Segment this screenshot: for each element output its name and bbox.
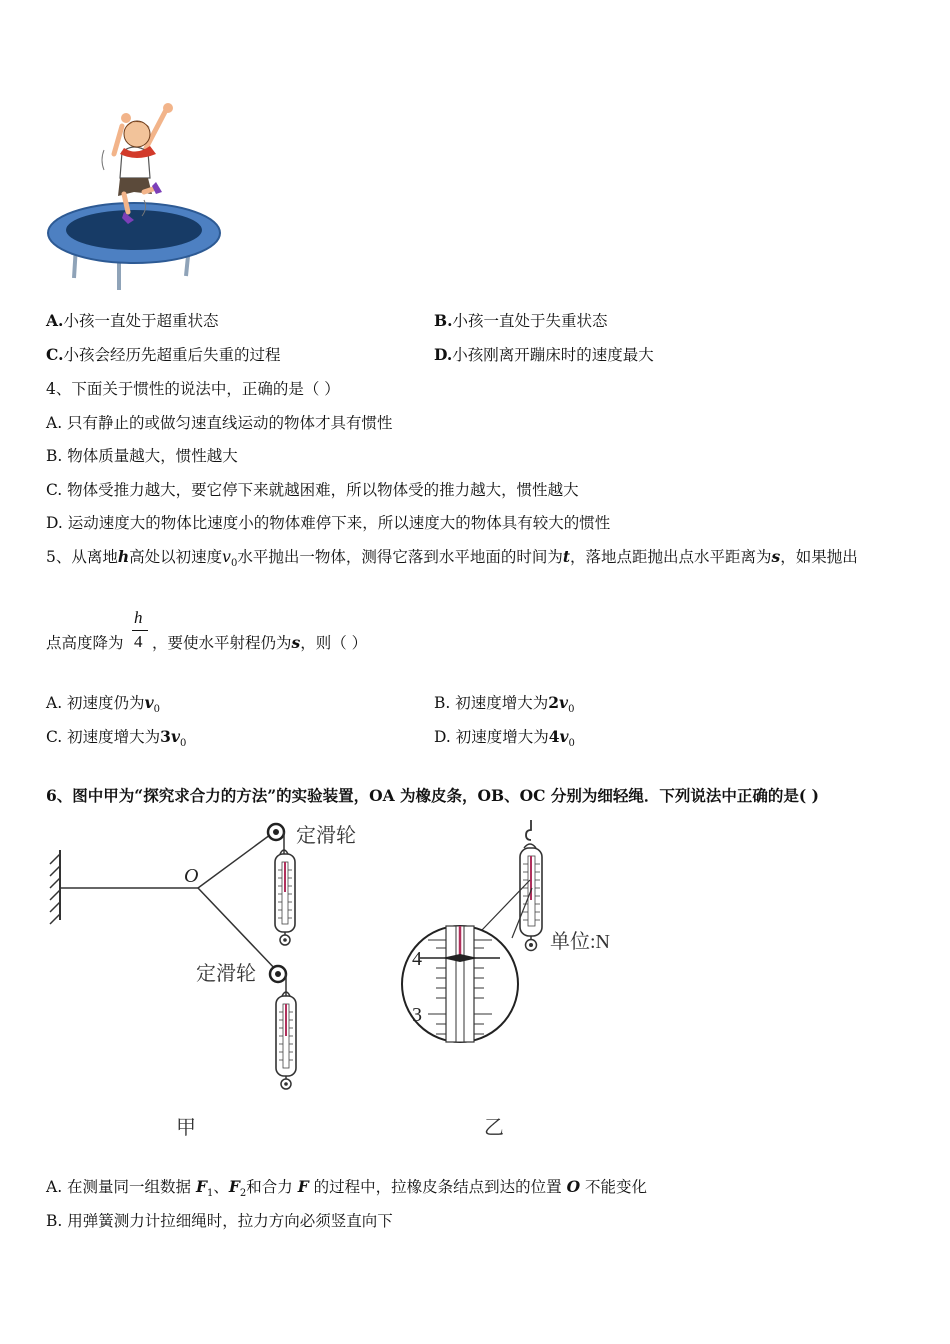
q3-option-c-text: 小孩会经历先超重后失重的过程 [63,346,281,364]
q5-line2-var-s: s [291,633,301,652]
q5-fraction-numerator: h [134,608,143,627]
q5-option-d-v: v [559,727,569,746]
q5-var-v: v [222,548,231,566]
q5-option-a-text: A. 初速度仍为 [46,694,145,712]
q5-option-a-sub: 0 [153,704,160,716]
q6-option-a-part4: 不能变化 [580,1178,648,1196]
caption-jia: 甲 [176,1117,196,1139]
q6-option-a-f2: F [228,1177,240,1196]
spring-scale-bottom-icon [276,992,296,1089]
caption-yi: 乙 [484,1117,504,1139]
spring-scale-yi-icon [520,820,542,951]
pulley-bottom-label: 定滑轮 [196,963,256,985]
q5-stem-part1: 5、从离地 [46,548,118,566]
q5-option-b-v: v [559,693,569,712]
q6-option-a-part2: 和合力 [246,1178,298,1196]
tick-3-label: 3 [412,1004,422,1026]
q5-option-a[interactable] [46,693,160,720]
force-experiment-diagram [44,818,644,1148]
q6-option-a-sub1: 1 [207,1188,214,1200]
q5-option-c[interactable] [46,727,186,754]
q5-stem-line2b [152,633,367,653]
q5-option-d-coef: 4 [548,727,560,746]
unit-label: 单位:N [550,931,610,953]
q4-option-b[interactable]: B. 物体质量越大，惯性越大 [46,447,238,465]
q5-stem-part3: 水平抛出一物体，测得它落到水平地面的时间为 [237,548,563,566]
q5-option-b-sub: 0 [568,704,575,716]
q5-option-c-v: v [170,727,180,746]
q5-stem-part2: 高处以初速度 [129,548,223,566]
pulley-bottom-icon [270,966,286,996]
q6-option-a-f: F [297,1177,309,1196]
q5-stem [46,547,858,574]
q3-option-b-letter: B. [434,311,453,330]
q5-var-h: h [117,547,130,566]
q5-var-s: s [771,547,781,566]
q5-fraction-bar [132,630,148,631]
q4-stem: 4、下面关于惯性的说法中，正确的是（ ） [46,380,340,398]
q6-stem: 6、图中甲为“探究求合力的方法”的实验装置，OA 为橡皮条，OB、OC 分别为细轻绳．下列说法中正确的是( ) [46,786,819,805]
q5-option-d-sub: 0 [568,738,575,750]
q5-line2-part3: ，则（ ） [300,634,368,652]
q5-stem-part4: ，落地点距抛出点水平距离为 [570,548,772,566]
q5-fraction-denominator: 4 [134,632,143,651]
q6-option-a-part1: A. 在测量同一组数据 [46,1178,196,1196]
pulley-top-label: 定滑轮 [296,825,356,847]
q5-line2-part1: 点高度降为 [46,634,124,652]
q5-option-b[interactable] [434,693,574,720]
q5-option-b-coef: 2 [548,693,560,712]
wall-icon [50,850,60,924]
q5-var-t: t [562,547,570,566]
trampoline-child-icon [44,96,226,296]
q6-option-a-sub2: 2 [239,1188,247,1200]
q5-fraction [134,608,150,654]
q4-option-a[interactable]: A. 只有静止的或做匀速直线运动的物体才具有惯性 [46,414,393,432]
q3-option-c[interactable] [46,345,280,365]
q5-option-d-text: D. 初速度增大为 [434,728,549,746]
q3-option-a[interactable] [46,311,218,331]
q5-option-b-text: B. 初速度增大为 [434,694,549,712]
q5-stem-part5: ，如果抛出 [780,548,858,566]
trampoline-child-figure [44,96,226,296]
q6-option-a-sep: 、 [213,1178,229,1196]
q3-option-d[interactable] [434,345,654,365]
tick-4-label: 4 [412,948,422,970]
q6-figure [44,818,644,1148]
q5-option-c-text: C. 初速度增大为 [46,728,161,746]
q3-option-a-text: 小孩一直处于超重状态 [63,312,219,330]
q4-option-d[interactable]: D. 运动速度大的物体比速度小的物体难停下来，所以速度大的物体具有较大的惯性 [46,514,611,532]
q3-option-a-letter: A. [46,311,64,330]
q5-line2-part2: ，要使水平射程仍为 [152,634,292,652]
q5-option-a-v: v [144,693,154,712]
q6-option-a-o: O [566,1177,581,1196]
q3-option-b-text: 小孩一直处于失重状态 [452,312,608,330]
q5-option-d[interactable] [434,727,575,754]
q5-option-c-sub: 0 [179,738,187,750]
q5-option-c-coef: 3 [160,727,171,746]
q5-stem-line2a [46,633,124,653]
pulley-top-icon [268,824,284,854]
q3-option-b[interactable] [434,311,608,331]
q6-option-a-f1: F [195,1177,207,1196]
q6-option-b[interactable]: B. 用弹簧测力计拉细绳时，拉力方向必须竖直向下 [46,1212,393,1230]
q5-var-v-sub: 0 [230,558,238,570]
q6-option-a-part3: 的过程中，拉橡皮条结点到达的位置 [308,1178,567,1196]
q3-option-d-letter: D. [434,345,453,364]
q3-option-d-text: 小孩刚离开蹦床时的速度最大 [452,346,654,364]
q3-option-c-letter: C. [46,345,64,364]
q4-option-c[interactable]: C. 物体受推力越大，要它停下来就越困难，所以物体受的推力越大，惯性越大 [46,481,579,499]
q6-option-a[interactable] [46,1177,647,1204]
point-o-label: O [184,865,199,887]
spring-scale-top-icon [275,850,295,945]
